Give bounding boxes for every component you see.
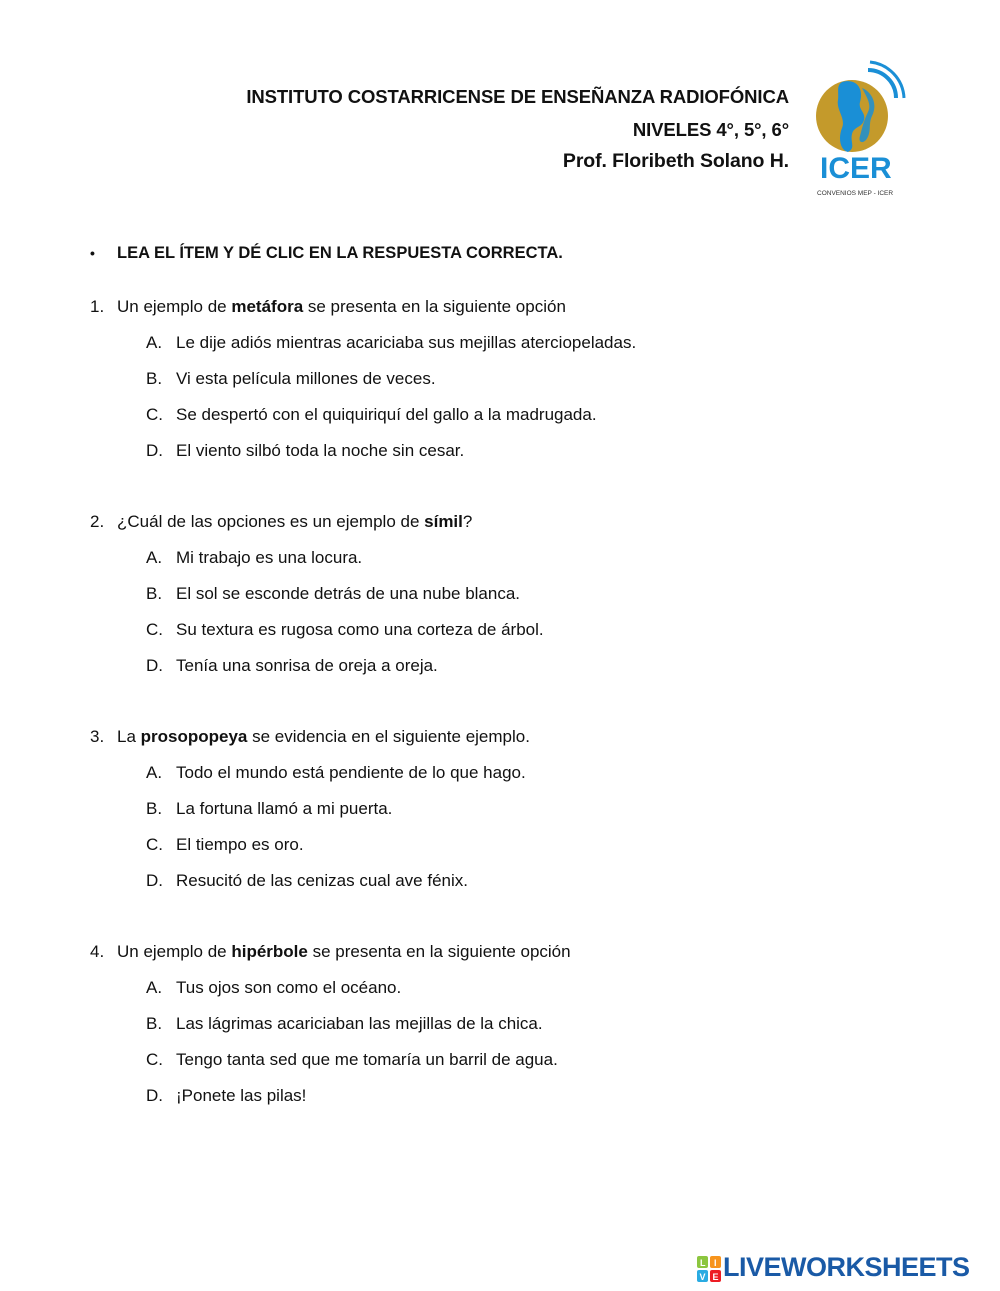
option-c[interactable]	[90, 833, 910, 869]
liveworksheets-badge-icon	[697, 1256, 721, 1282]
option-c[interactable]	[90, 403, 910, 439]
stem-text: se presenta en la siguiente opción	[303, 297, 566, 316]
logo-caption: CONVENIOS MEP - ICER	[817, 190, 894, 197]
option-letter: C.	[146, 620, 163, 639]
option-text[interactable]: Le dije adiós mientras acariciaba sus mejillas aterciopeladas.	[176, 333, 637, 352]
grade-levels: NIVELES 4°, 5°, 6°	[632, 119, 789, 140]
question-number: 4.	[90, 942, 105, 961]
option-a[interactable]	[90, 331, 910, 367]
option-text[interactable]: Se despertó con el quiquiriquí del gallo a la madrugada.	[176, 405, 597, 424]
option-text[interactable]: El tiempo es oro.	[176, 835, 304, 854]
option-c[interactable]	[90, 1048, 910, 1084]
option-d[interactable]	[90, 654, 910, 690]
option-text[interactable]: La fortuna llamó a mi puerta.	[176, 799, 393, 818]
question-number: 2.	[90, 512, 105, 531]
option-letter: D.	[146, 1086, 163, 1105]
option-c[interactable]	[90, 618, 910, 654]
question-number: 3.	[90, 727, 105, 746]
option-text[interactable]: Tus ojos son como el océano.	[176, 978, 402, 997]
option-d[interactable]	[90, 439, 910, 475]
option-letter: B.	[146, 1014, 163, 1033]
option-letter: A.	[146, 763, 163, 782]
teacher-name: Prof. Floribeth Solano H.	[562, 150, 789, 172]
icer-logo-icon	[806, 58, 906, 200]
option-letter: C.	[146, 835, 163, 854]
option-letter: D.	[146, 871, 163, 890]
option-a[interactable]	[90, 546, 910, 582]
option-text[interactable]: Vi esta película millones de veces.	[176, 369, 436, 388]
option-d[interactable]	[90, 1084, 910, 1120]
stem-text: La	[117, 727, 141, 746]
option-text[interactable]: Tengo tanta sed que me tomaría un barril de agua.	[176, 1050, 558, 1069]
question-2	[90, 510, 910, 690]
option-letter: A.	[146, 333, 163, 352]
logo-wordmark: ICER	[820, 152, 892, 185]
document-header	[0, 0, 1000, 210]
svg-text:E: E	[712, 1272, 719, 1282]
option-a[interactable]	[90, 761, 910, 797]
stem-term: símil	[424, 512, 463, 531]
option-letter: C.	[146, 1050, 163, 1069]
option-letter: B.	[146, 369, 163, 388]
option-b[interactable]	[90, 797, 910, 833]
question-number: 1.	[90, 297, 105, 316]
liveworksheets-wordmark: LIVEWORKSHEETS	[723, 1252, 970, 1282]
liveworksheets-footer[interactable]	[697, 1252, 997, 1288]
question-stem	[90, 725, 910, 761]
stem-text: Un ejemplo de	[117, 942, 232, 961]
instruction	[90, 244, 563, 263]
option-text[interactable]: Todo el mundo está pendiente de lo que hago.	[176, 763, 526, 782]
option-text[interactable]: ¡Ponete las pilas!	[176, 1086, 307, 1105]
option-letter: D.	[146, 656, 163, 675]
option-letter: A.	[146, 978, 163, 997]
instruction-text: LEA EL ÍTEM Y DÉ CLIC EN LA RESPUESTA CORRECTA.	[117, 244, 563, 262]
question-stem	[90, 940, 910, 976]
svg-text:I: I	[714, 1258, 717, 1268]
option-text[interactable]: Resucitó de las cenizas cual ave fénix.	[176, 871, 468, 890]
option-text[interactable]: Mi trabajo es una locura.	[176, 548, 363, 567]
option-letter: B.	[146, 584, 163, 603]
svg-text:V: V	[699, 1272, 706, 1282]
question-4	[90, 940, 910, 1120]
option-letter: C.	[146, 405, 163, 424]
question-stem	[90, 295, 910, 331]
stem-text: ¿Cuál de las opciones es un ejemplo de	[117, 512, 425, 531]
option-a[interactable]	[90, 976, 910, 1012]
stem-text: se presenta en la siguiente opción	[307, 942, 571, 961]
bullet-icon: •	[90, 245, 95, 261]
stem-text: se evidencia en el siguiente ejemplo.	[247, 727, 530, 746]
svg-text:L: L	[700, 1258, 706, 1268]
option-b[interactable]	[90, 582, 910, 618]
stem-term: metáfora	[231, 297, 304, 316]
option-text[interactable]: Las lágrimas acariciaban las mejillas de la chica.	[176, 1014, 543, 1033]
option-letter: A.	[146, 548, 163, 567]
option-text[interactable]: El sol se esconde detrás de una nube blanca.	[176, 584, 521, 603]
question-3	[90, 725, 910, 905]
option-b[interactable]	[90, 367, 910, 403]
institution-name: INSTITUTO COSTARRICENSE DE ENSEÑANZA RADIOFÓNICA	[246, 86, 789, 107]
stem-text: Un ejemplo de	[117, 297, 232, 316]
option-text[interactable]: Tenía una sonrisa de oreja a oreja.	[176, 656, 438, 675]
option-letter: B.	[146, 799, 163, 818]
stem-term: hipérbole	[231, 942, 308, 961]
option-letter: D.	[146, 441, 163, 460]
option-text[interactable]: Su textura es rugosa como una corteza de árbol.	[176, 620, 544, 639]
stem-text: ?	[462, 512, 473, 531]
question-stem	[90, 510, 910, 546]
stem-term: prosopopeya	[140, 727, 248, 746]
option-text[interactable]: El viento silbó toda la noche sin cesar.	[176, 441, 465, 460]
option-b[interactable]	[90, 1012, 910, 1048]
question-1	[90, 295, 910, 475]
option-d[interactable]	[90, 869, 910, 905]
